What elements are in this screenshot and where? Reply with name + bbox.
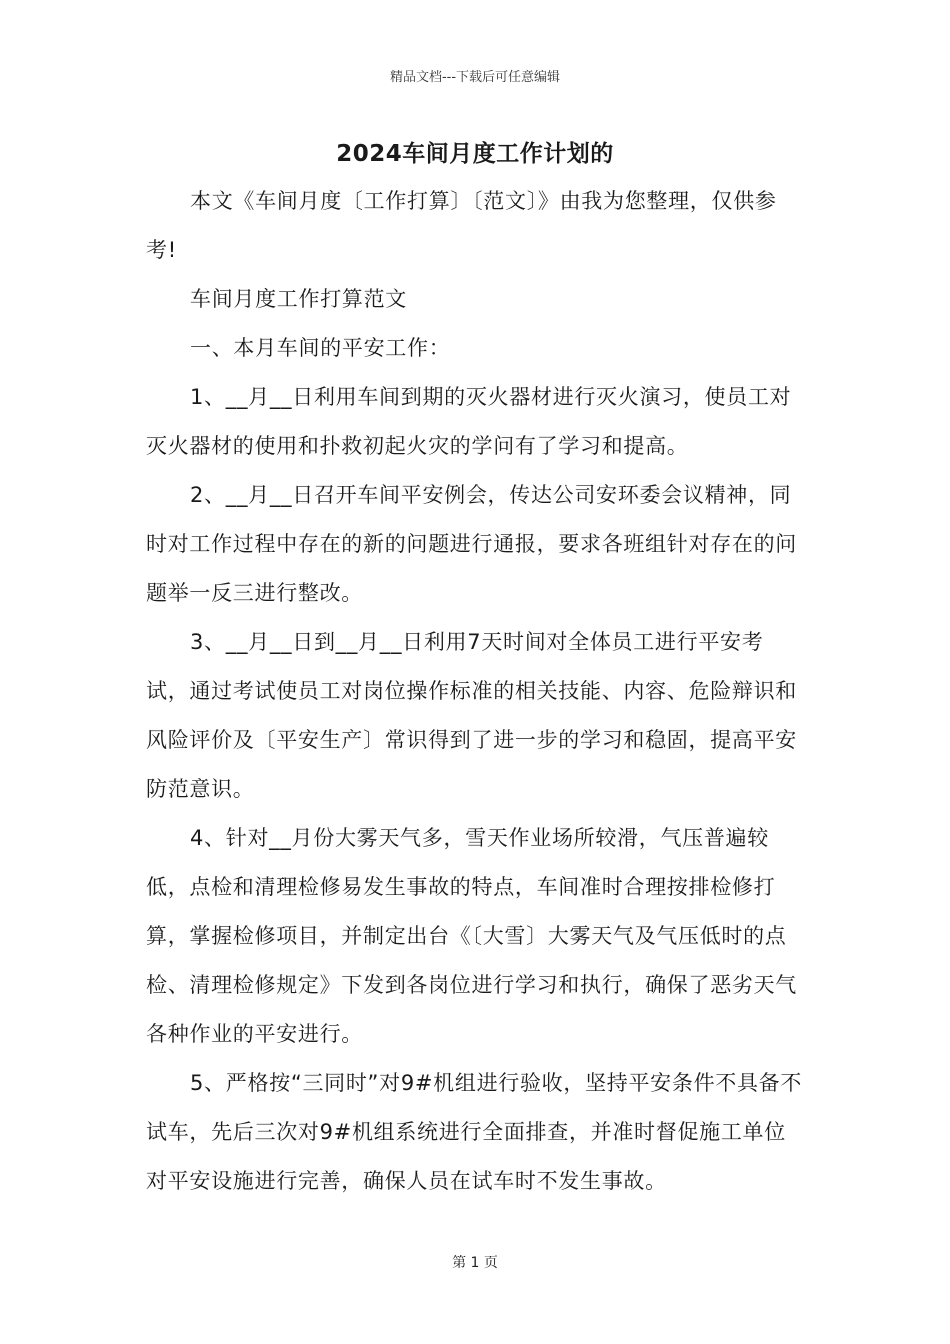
page-header: 精品文档---下载后可任意编辑	[389, 70, 561, 85]
paragraph-item-2: 2、__月__日召开车间平安例会，传达公司安环委会议精神，同时对工作过程中存在的新的问题进行通报，要求各班组针对存在的问题举一反三进行整改。	[146, 483, 797, 605]
paragraph-item-1: 1、__月__日利用车间到期的灭火器材进行灭火演习，使员工对灭火器材的使用和扑救初起火灾的学问有了学习和提高。	[146, 385, 792, 458]
page-number: 第 1 页	[452, 1255, 498, 1271]
document-body	[146, 177, 806, 1206]
paragraph-section-heading: 一、本月车间的平安工作：	[190, 336, 451, 360]
paragraph-subtitle: 车间月度工作打算范文	[190, 287, 407, 311]
paragraph-intro: 本文《车间月度〔工作打算〕〔范文〕》由我为您整理，仅供参考!	[146, 189, 777, 262]
paragraph-item-5: 5、严格按“三同时”对9#机组进行验收，坚持平安条件不具备不试车，先后三次对9#机组系统进行全面排查，并准时督促施工单位对平安设施进行完善，确保人员在试车时不发生事故。	[146, 1071, 803, 1193]
document-title: 2024车间月度工作计划的	[336, 141, 614, 167]
paragraph-item-3: 3、__月__日到__月__日利用7天时间对全体员工进行平安考试，通过考试使员工对岗位操作标准的相关技能、内容、危险辩识和风险评价及〔平安生产〕常识得到了进一步的学习和稳固，提高平安防范意识。	[146, 630, 797, 801]
paragraph-item-4: 4、针对__月份大雾天气多，雪天作业场所较滑，气压普遍较低，点检和清理检修易发生事故的特点，车间准时合理按排检修打算，掌握检修项目，并制定出台《〔大雪〕大雾天气及气压低时的点检、清理检修规定》下发到各岗位进行学习和执行，确保了恶劣天气各种作业的平安进行。	[146, 826, 797, 1046]
